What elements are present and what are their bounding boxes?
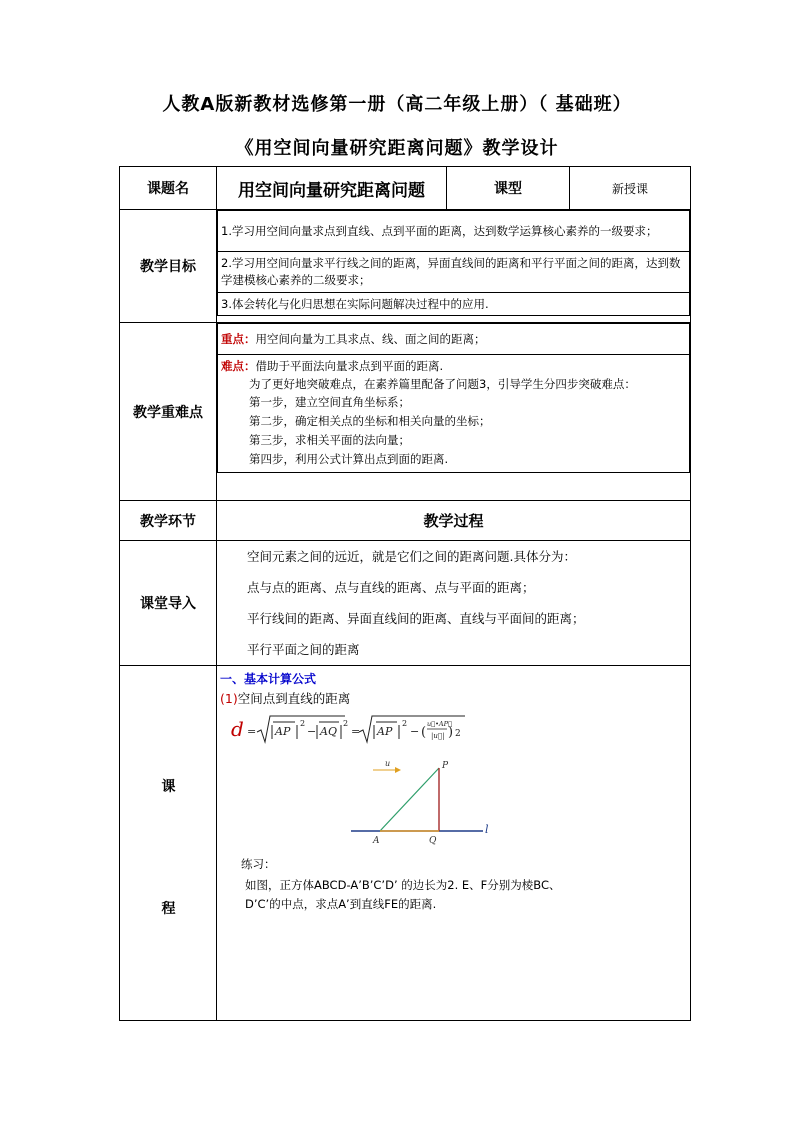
subsection-title (220, 689, 350, 707)
intro-cell (217, 541, 691, 666)
label-u: u (385, 759, 391, 768)
vector-u-arrowhead (395, 767, 401, 773)
formula-equals: = (351, 725, 361, 738)
intro-line: 平行平面之间的距离 (247, 642, 360, 657)
label-course-bottom: 程 (161, 901, 176, 917)
key-point (218, 324, 690, 355)
label-course-top: 课 (161, 779, 176, 795)
formula-aq: AQ (320, 725, 337, 738)
label-intro: 课堂导入 (120, 541, 217, 666)
goal-item: 2.学习用空间向量求平行线之间的距离，异面直线间的距离和平行平面之间的距离，达到数学建模核心素养的二级要求； (218, 252, 690, 293)
formula-sq: 2 (402, 719, 408, 728)
exercise-line: 如图，正方体ABCD-A’B’C’D’ 的边长为2. E、F分别为棱BC、 (245, 878, 561, 892)
label-Q: Q (429, 836, 437, 846)
label-topic: 课题名 (120, 167, 217, 210)
difficulty-step: 第一步，建立空间直角坐标系； (249, 395, 410, 409)
process-heading: 教学过程 (217, 501, 691, 541)
formula-equals: = (247, 725, 257, 738)
difficulty-block (218, 355, 690, 473)
label-A: A (373, 836, 380, 846)
key-label: 重点： (221, 331, 256, 346)
svg-text:): ) (448, 725, 454, 740)
difficulty-label: 难点： (221, 359, 256, 373)
label-l: l (485, 823, 489, 836)
difficulty-step: 第二步，确定相关点的坐标和相关向量的坐标； (249, 414, 491, 428)
formula-frac-den: |u⃗| (431, 732, 445, 740)
difficulty-step: 为了更好地突破难点，在素养篇里配备了问题3，引导学生分四步突破难点： (249, 377, 636, 391)
lesson-plan-table (119, 166, 691, 1021)
formula-ap: AP (275, 725, 291, 738)
label-course (120, 666, 217, 1021)
document-subtitle: 《用空间向量研究距离问题》教学设计 (235, 138, 559, 159)
course-cell (217, 666, 691, 1021)
keypoints-cell (217, 323, 691, 501)
goal-item: 3.体会转化与化归思想在实际问题解决过程中的应用. (218, 293, 690, 316)
intro-line: 平行线间的距离、异面直线间的距离、直线与平面间的距离； (247, 611, 585, 626)
formula-d: d (231, 717, 244, 741)
difficulty-step: 第三步，求相关平面的法向量； (249, 433, 410, 447)
goal-item: 1.学习用空间向量求点到直线、点到平面的距离，达到数学运算核心素养的一级要求； (218, 211, 690, 252)
exercise-line: D’C’的中点，求点A’到直线FE的距离. (245, 897, 437, 911)
formula-minus: − (307, 725, 317, 738)
difficulty-step: 第四步，利用公式计算出点到面的距离. (249, 452, 449, 466)
difficulty-text: 借助于平面法向量求点到平面的距离. (255, 359, 444, 373)
segment-AP (380, 768, 439, 831)
formula-sq: 2 (343, 719, 349, 728)
exercise-text (245, 876, 665, 914)
intro-line: 点与点的距离、点与直线的距离、点与平面的距离； (247, 580, 535, 595)
point-line-distance-figure (347, 758, 497, 853)
formula-frac-num: u⃗•AP⃗ (427, 720, 452, 728)
document-title: 人教A版新教材选修第一册（高二年级上册）（ 基础班） (162, 94, 632, 115)
label-keypoints: 教学重难点 (120, 323, 217, 501)
label-lesson-type: 课型 (447, 167, 570, 210)
formula-sq: 2 (300, 719, 306, 728)
label-goals: 教学目标 (120, 210, 217, 323)
label-phase: 教学环节 (120, 501, 217, 541)
formula-sq: 2 (455, 729, 461, 739)
topic-value: 用空间向量研究距离问题 (217, 167, 447, 210)
distance-formula (227, 710, 467, 748)
lesson-type-value: 新授课 (570, 167, 691, 210)
formula-minus: − (410, 725, 420, 738)
formula-ap: AP (377, 725, 393, 738)
subsection-number: (1) (220, 691, 238, 706)
goals-cell (217, 210, 691, 323)
exercise-label: 练习： (241, 857, 276, 871)
label-P: P (442, 761, 449, 771)
section-heading: 一、基本计算公式 (220, 672, 317, 686)
subsection-text: 空间点到直线的距离 (237, 691, 351, 706)
svg-text:(: ( (421, 725, 427, 740)
intro-line: 空间元素之间的远近，就是它们之间的距离问题.具体分为： (247, 549, 576, 564)
key-text: 用空间向量为工具求点、线、面之间的距离； (255, 331, 486, 346)
